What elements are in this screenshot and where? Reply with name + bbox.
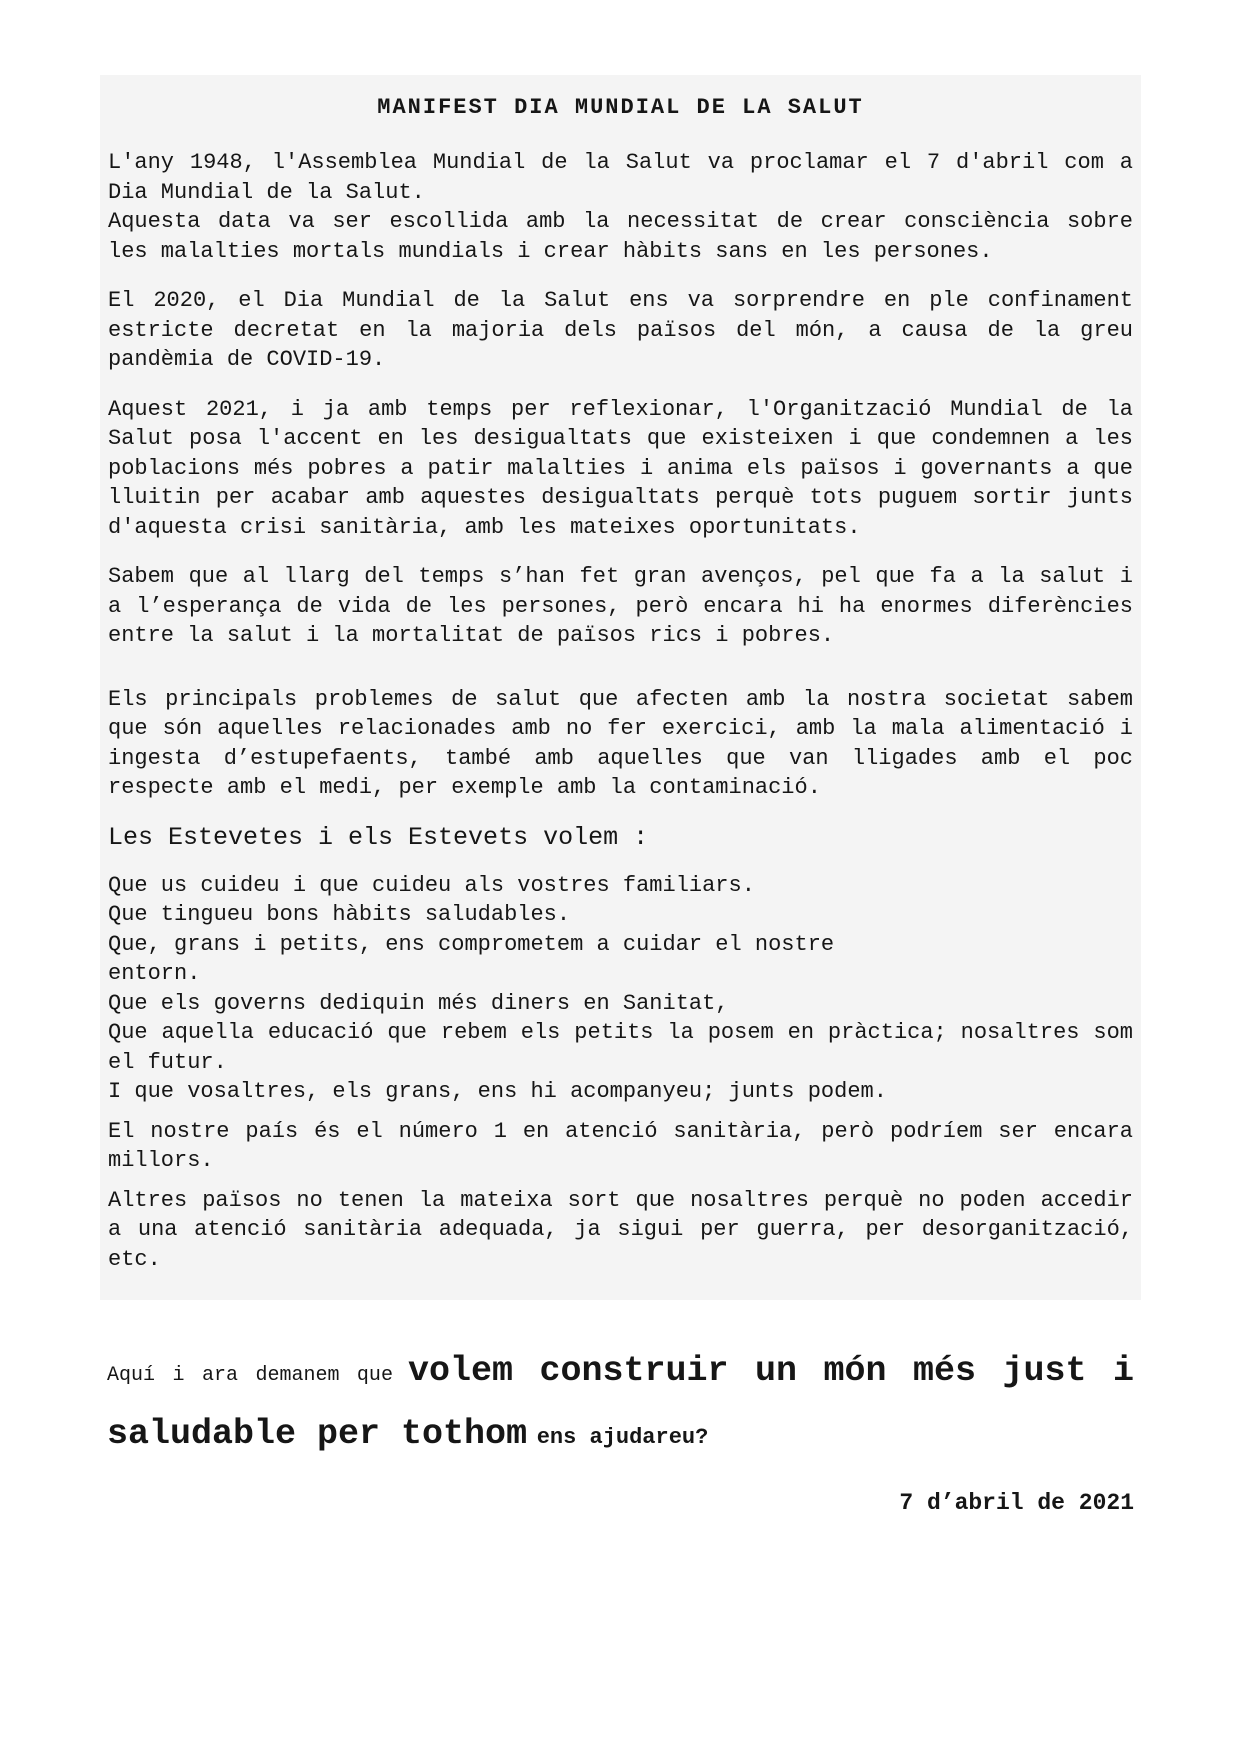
- wishes-list: [108, 871, 1133, 1107]
- document-title: MANIFEST DIA MUNDIAL DE LA SALUT: [377, 95, 864, 120]
- paragraph-pais: El nostre país és el número 1 en atenció sanitària, però podríem ser encara millors.: [108, 1118, 1133, 1173]
- paragraph-intro-2: Aquesta data va ser escollida amb la necessitat de crear consciència sobre les malalties mortals mundials i crear hàbits sans en les persones.: [108, 209, 1133, 264]
- list-item-3-cont: entorn.: [108, 961, 201, 986]
- section-subheading: Les Estevetes i els Estevets volem :: [108, 822, 649, 852]
- closing-lead: Aquí i ara demanem que: [107, 1364, 393, 1387]
- paragraph-avencos: Sabem que al llarg del temps s’han fet gran avenços, pel que fa a la salut i a l’esperança de vida de les persones, però encara hi ha enormes diferències entre la salut i la mortalitat de països rics i pobres.: [108, 564, 1133, 648]
- closing-statement: [100, 1342, 1141, 1468]
- paragraph-2021: Aquest 2021, i ja amb temps per reflexionar, l'Organització Mundial de la Salut posa l'accent en les desigualtats que existeixen i que condemnen a les poblacions més pobres a patir malalties i anima els països i governants a que lluitin per acabar amb aquestes desigualtats perquè tots puguem sortir junts d'aquesta crisi sanitària, amb les mateixes oportunitats.: [108, 396, 1133, 540]
- paragraph-altres-paisos: Altres països no tenen la mateixa sort que nosaltres perquè no poden accedir a una atenció sanitària adequada, ja sigui per guerra, per desorganització, etc.: [108, 1187, 1133, 1272]
- list-item-6: I que vosaltres, els grans, ens hi acompanyeu; junts podem.: [108, 1079, 887, 1104]
- manifest-body: [100, 75, 1141, 1300]
- paragraph-problemes: Els principals problemes de salut que afecten amb la nostra societat sabem que són aquelles relacionades amb no fer exercici, amb la mala alimentació i ingesta d’estupefaents, també amb aquelles que van lligades amb el poc respecte amb el medi, per exemple amb la contaminació.: [108, 686, 1133, 800]
- document-date: 7 d’abril de 2021: [899, 1490, 1134, 1516]
- paragraph-intro-1: L'any 1948, l'Assemblea Mundial de la Salut va proclamar el 7 d'abril com a Dia Mundial de la Salut.: [108, 150, 1133, 205]
- list-item-4: Que els governs dediquin més diners en Sanitat,: [108, 990, 729, 1016]
- closing-question: ens ajudareu?: [536, 1425, 709, 1450]
- paragraph-2020: El 2020, el Dia Mundial de la Salut ens va sorprendre en ple confinament estricte decretat en la majoria dels països del món, a causa de la greu pandèmia de COVID-19.: [108, 288, 1133, 372]
- list-item-2: Que tingueu bons hàbits saludables.: [108, 902, 571, 927]
- list-item-3: Que, grans i petits, ens comprometem a cuidar el nostre: [108, 931, 835, 957]
- closing-emphasis: volem construir un món més just i saludable per tothom: [107, 1351, 1134, 1454]
- list-item-1: Que us cuideu i que cuideu als vostres familiars.: [108, 872, 755, 898]
- list-item-5: Que aquella educació que rebem els petits la posem en pràctica; nosaltres som el futur.: [108, 1020, 1133, 1075]
